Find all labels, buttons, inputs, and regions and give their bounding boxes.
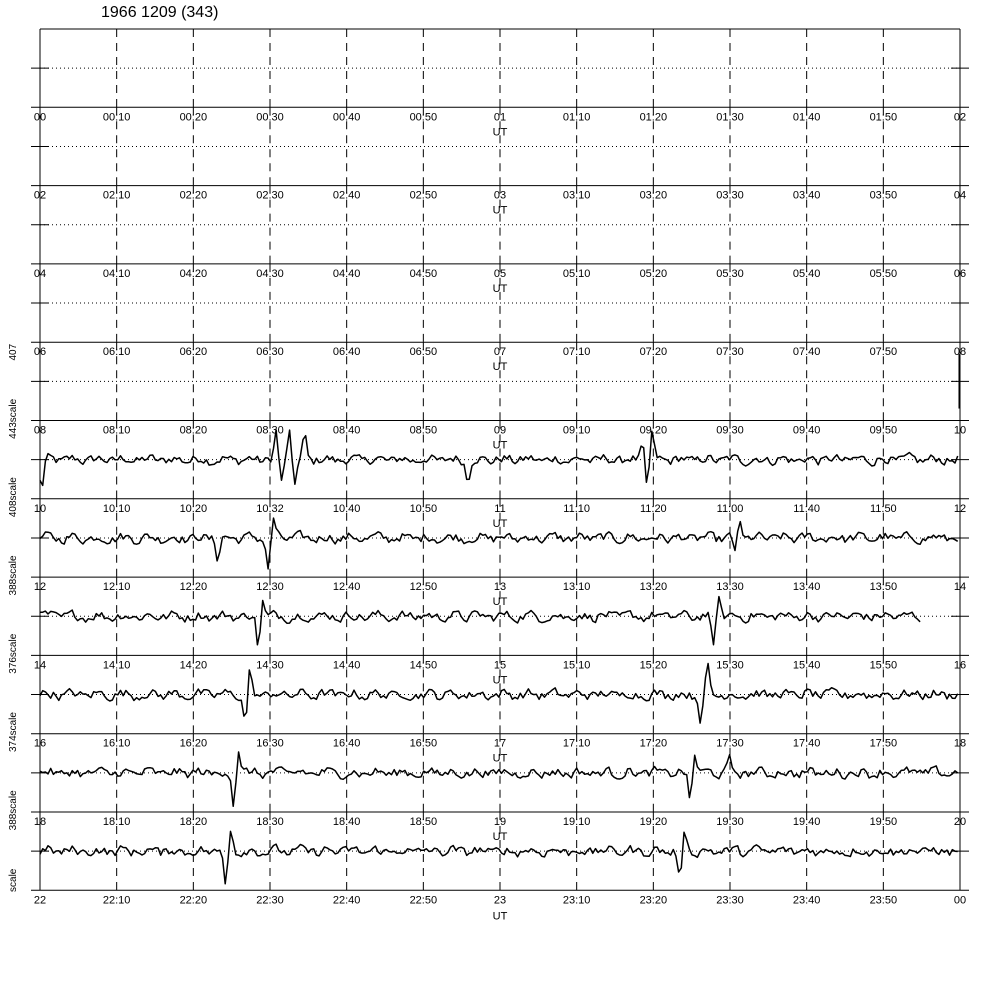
tick-label: 23:40 xyxy=(792,894,821,907)
scale-value: 407 xyxy=(8,343,19,361)
tick-label-start: 08 xyxy=(33,424,47,437)
chart-title: 1966 1209 (343) xyxy=(101,4,219,21)
tick-label-end: 00 xyxy=(953,894,967,907)
tick-label: 03:50 xyxy=(869,189,898,202)
tick-label: 07:20 xyxy=(639,346,668,359)
tick-label: 22:20 xyxy=(179,894,208,907)
tick-label: 06:40 xyxy=(332,346,361,359)
tick-label: 01:20 xyxy=(639,111,668,124)
tick-label: 08:20 xyxy=(179,424,208,437)
data-trace xyxy=(40,430,958,486)
tick-label: 19:50 xyxy=(869,816,898,828)
tick-label: 16:10 xyxy=(102,737,131,750)
tick-label: 07:10 xyxy=(562,346,591,359)
tick-label: 13 xyxy=(493,581,507,594)
tick-label: 00:40 xyxy=(332,111,361,124)
tick-label: 06:10 xyxy=(102,346,131,359)
tick-label: 02:40 xyxy=(332,189,361,202)
tick-label: 10:50 xyxy=(409,502,438,515)
tick-label: 09:50 xyxy=(869,424,898,437)
tick-label: 18:20 xyxy=(179,816,208,828)
tick-label: 04:10 xyxy=(102,267,131,280)
tick-label: 09:30 xyxy=(716,424,744,437)
tick-label: 15:50 xyxy=(869,659,898,672)
tick-label: 03:30 xyxy=(716,189,744,202)
tick-label: 11:20 xyxy=(639,502,667,515)
tick-label: 06:30 xyxy=(256,346,284,359)
tick-label: 11:50 xyxy=(869,502,897,515)
tick-label: 15:40 xyxy=(792,659,821,672)
tick-label: 12:40 xyxy=(332,581,361,594)
tick-label: 08:50 xyxy=(409,424,438,437)
scale-value: 374 xyxy=(8,735,19,753)
scale-value: 388 xyxy=(8,578,19,596)
tick-label: 17:40 xyxy=(792,737,821,750)
tick-label-end: 08 xyxy=(953,346,967,359)
tick-label: 14:30 xyxy=(256,659,284,672)
tick-label: 15:20 xyxy=(639,659,668,672)
data-trace xyxy=(40,597,920,645)
tick-label-start: 16 xyxy=(33,737,47,750)
tick-label: 05:30 xyxy=(716,267,744,280)
x-axis-label-ut: UT xyxy=(492,282,508,295)
scale-value: 388 xyxy=(8,813,19,831)
tick-label: 12:10 xyxy=(102,581,131,594)
tick-label: 09:10 xyxy=(562,424,591,437)
tick-label-start: 14 xyxy=(33,659,47,672)
scale-label: scale xyxy=(8,712,19,736)
tick-label: 08:10 xyxy=(102,424,131,437)
tick-label: 03:40 xyxy=(792,189,821,202)
tick-label: 23:10 xyxy=(562,894,591,907)
scale-label: scale xyxy=(8,790,19,814)
tick-label-end: 02 xyxy=(953,111,967,124)
tick-label: 13:30 xyxy=(716,581,744,594)
tick-label: 14:20 xyxy=(179,659,208,672)
tick-label: 01:10 xyxy=(562,111,591,124)
tick-label: 05 xyxy=(493,267,507,280)
tick-label-start: 12 xyxy=(33,581,47,594)
tick-label: 03:10 xyxy=(562,189,591,202)
tick-label: 18:50 xyxy=(409,816,438,828)
tick-label: 15:10 xyxy=(562,659,591,672)
tick-label: 04:20 xyxy=(179,267,208,280)
tick-label-start: 04 xyxy=(33,267,47,280)
tick-label: 22:50 xyxy=(409,894,438,907)
tick-label: 23:20 xyxy=(639,894,668,907)
tick-label: 07:50 xyxy=(869,346,898,359)
tick-label: 04:30 xyxy=(256,267,284,280)
tick-label-end: 06 xyxy=(953,267,967,280)
tick-label: 02:50 xyxy=(409,189,438,202)
tick-label: 17 xyxy=(493,737,507,750)
tick-label-end: 12 xyxy=(953,502,967,515)
tick-label: 07:30 xyxy=(716,346,744,359)
tick-label: 18:40 xyxy=(332,816,361,828)
tick-label: 18:10 xyxy=(102,816,131,828)
tick-label: 15 xyxy=(493,659,507,672)
tick-label: 02:20 xyxy=(179,189,208,202)
tick-label: 08:30 xyxy=(256,424,284,437)
tick-label-start: 22 xyxy=(33,894,47,907)
tick-label: 04:40 xyxy=(332,267,361,280)
scale-value: 408 xyxy=(8,500,19,518)
tick-label: 11 xyxy=(494,502,506,515)
tick-label: 09:20 xyxy=(639,424,668,437)
tick-label-start: 00 xyxy=(33,111,47,124)
tick-label: 22:40 xyxy=(332,894,361,907)
tick-label: 00:10 xyxy=(102,111,131,124)
tick-label-start: 10 xyxy=(33,502,47,515)
x-axis-label-ut: UT xyxy=(492,439,508,452)
scale-value: 376 xyxy=(8,657,19,674)
tick-label-end: 04 xyxy=(953,189,967,202)
tick-label: 05:10 xyxy=(562,267,591,280)
tick-label: 17:30 xyxy=(716,737,744,750)
tick-label: 12:20 xyxy=(179,581,208,594)
tick-label: 17:10 xyxy=(562,737,591,750)
tick-label: 19:10 xyxy=(562,816,591,828)
tick-label: 18:30 xyxy=(256,816,284,828)
tick-label: 16:40 xyxy=(332,737,361,750)
tick-label-end: 18 xyxy=(953,737,967,750)
tick-label: 14:40 xyxy=(332,659,361,672)
tick-label: 10:10 xyxy=(102,502,131,515)
tick-label: 01:40 xyxy=(792,111,821,124)
tick-label: 03:20 xyxy=(639,189,668,202)
tick-label: 06:50 xyxy=(409,346,438,359)
tick-label: 05:20 xyxy=(639,267,668,280)
tick-label-start: 06 xyxy=(33,346,47,359)
tick-label: 11:10 xyxy=(563,502,591,515)
scale-value: 443 xyxy=(8,422,19,439)
scale-label: scale xyxy=(8,398,19,423)
x-axis-label-ut: UT xyxy=(492,126,508,139)
tick-label: 19 xyxy=(493,816,507,828)
tick-label: 17:50 xyxy=(869,737,898,750)
tick-label-start: 02 xyxy=(33,189,47,202)
tick-label: 07:40 xyxy=(792,346,821,359)
scale-label: scale xyxy=(8,868,19,892)
tick-label: 03 xyxy=(493,189,507,202)
tick-label: 13:10 xyxy=(562,581,591,594)
tick-label: 15:30 xyxy=(716,659,744,672)
tick-label: 04:50 xyxy=(409,267,438,280)
tick-label: 22:30 xyxy=(256,894,284,907)
tick-label-end: 16 xyxy=(953,659,967,672)
tick-label: 02:10 xyxy=(102,189,131,202)
x-axis-label-ut: UT xyxy=(492,910,508,923)
tick-label: 19:40 xyxy=(792,816,821,828)
tick-label: 11:00 xyxy=(716,502,744,515)
tick-label: 23:30 xyxy=(716,894,744,907)
tick-label: 10:32 xyxy=(256,502,284,515)
tick-label: 00:30 xyxy=(256,111,284,124)
tick-label: 08:40 xyxy=(332,424,361,437)
x-axis-label-ut: UT xyxy=(492,752,508,765)
tick-label: 23 xyxy=(493,894,507,907)
x-axis-label-ut: UT xyxy=(492,831,508,843)
tick-label: 01:30 xyxy=(716,111,744,124)
tick-label: 23:50 xyxy=(869,894,898,907)
tick-label: 05:50 xyxy=(869,267,898,280)
tick-label: 16:50 xyxy=(409,737,438,750)
x-axis-label-ut: UT xyxy=(492,596,508,609)
tick-label: 19:30 xyxy=(716,816,744,828)
tick-label: 11:40 xyxy=(793,502,821,515)
tick-label: 13:50 xyxy=(869,581,898,594)
tick-label: 06:20 xyxy=(179,346,208,359)
tick-label: 13:40 xyxy=(792,581,821,594)
data-trace xyxy=(40,664,958,724)
tick-label: 07 xyxy=(493,346,507,359)
tick-label-start: 18 xyxy=(33,816,47,828)
tick-label: 05:40 xyxy=(792,267,821,280)
tick-label: 01 xyxy=(493,111,507,124)
scale-label: scale xyxy=(8,477,19,501)
tick-label: 13:20 xyxy=(639,581,668,594)
tick-label: 12:50 xyxy=(409,581,438,594)
tick-label-end: 20 xyxy=(953,816,967,828)
x-axis-label-ut: UT xyxy=(492,361,508,374)
scale-label: scale xyxy=(8,633,19,658)
tick-label: 01:50 xyxy=(869,111,898,124)
tick-label: 10:40 xyxy=(332,502,361,515)
tick-label: 14:10 xyxy=(102,659,131,672)
tick-label: 12:30 xyxy=(256,581,284,594)
tick-label-end: 10 xyxy=(953,424,967,437)
x-axis-label-ut: UT xyxy=(492,517,508,530)
tick-label: 14:50 xyxy=(409,659,438,672)
tick-label: 16:30 xyxy=(256,737,284,750)
tick-label: 19:20 xyxy=(639,816,668,828)
tick-label: 17:20 xyxy=(639,737,668,750)
tick-label: 00:20 xyxy=(179,111,208,124)
tick-label: 22:10 xyxy=(102,894,131,907)
x-axis-label-ut: UT xyxy=(492,204,508,217)
tick-label: 10:20 xyxy=(179,502,208,515)
tick-label: 09 xyxy=(493,424,507,437)
scale-label: scale xyxy=(8,555,19,579)
tick-label-end: 14 xyxy=(953,581,967,594)
tick-label: 00:50 xyxy=(409,111,438,124)
tick-label: 16:20 xyxy=(179,737,208,750)
tick-label: 02:30 xyxy=(256,189,284,202)
tick-label: 09:40 xyxy=(792,424,821,437)
x-axis-label-ut: UT xyxy=(492,674,508,687)
